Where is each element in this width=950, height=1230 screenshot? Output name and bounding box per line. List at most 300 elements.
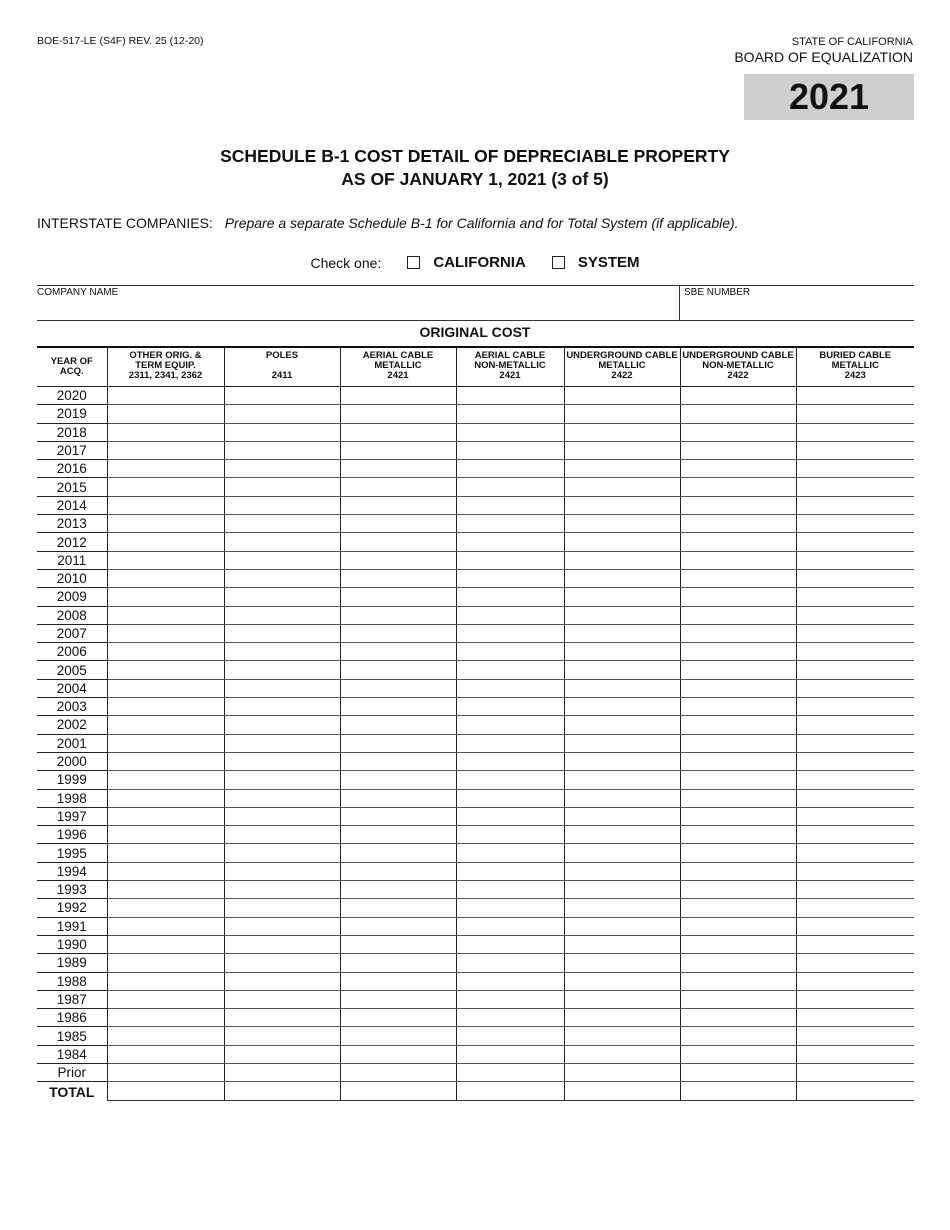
cost-entry-cell-aerial-cable-metallic[interactable] — [340, 881, 456, 899]
cost-entry-cell-underground-cable-metallic[interactable] — [564, 1027, 680, 1045]
cost-entry-cell-buried-cable-metallic[interactable] — [796, 1063, 914, 1081]
cost-entry-cell-underground-cable-non-metallic[interactable] — [680, 972, 796, 990]
cost-entry-cell-buried-cable-metallic[interactable] — [796, 441, 914, 459]
cost-entry-cell-aerial-cable-non-metallic[interactable] — [456, 569, 564, 587]
cost-entry-cell-underground-cable-non-metallic[interactable] — [680, 679, 796, 697]
cost-entry-cell-buried-cable-metallic[interactable] — [796, 734, 914, 752]
cost-entry-cell-buried-cable-metallic[interactable] — [796, 478, 914, 496]
cost-entry-cell-aerial-cable-non-metallic[interactable] — [456, 423, 564, 441]
cost-entry-cell-other-orig-term-equip[interactable] — [107, 496, 224, 514]
cost-entry-cell-underground-cable-metallic[interactable] — [564, 478, 680, 496]
cost-entry-cell-underground-cable-non-metallic[interactable] — [680, 606, 796, 624]
cost-entry-cell-poles[interactable] — [224, 1027, 340, 1045]
cost-entry-cell-underground-cable-metallic[interactable] — [564, 881, 680, 899]
cost-entry-cell-aerial-cable-metallic[interactable] — [340, 478, 456, 496]
cost-entry-cell-underground-cable-non-metallic[interactable] — [680, 460, 796, 478]
cost-entry-cell-aerial-cable-metallic[interactable] — [340, 935, 456, 953]
cost-entry-cell-poles[interactable] — [224, 844, 340, 862]
cost-entry-cell-aerial-cable-metallic[interactable] — [340, 771, 456, 789]
cost-entry-cell-other-orig-term-equip[interactable] — [107, 990, 224, 1008]
cost-entry-cell-aerial-cable-metallic[interactable] — [340, 606, 456, 624]
cost-entry-cell-underground-cable-metallic[interactable] — [564, 917, 680, 935]
cost-entry-cell-underground-cable-metallic[interactable] — [564, 698, 680, 716]
cost-entry-cell-underground-cable-metallic[interactable] — [564, 844, 680, 862]
cost-entry-cell-poles[interactable] — [224, 826, 340, 844]
cost-entry-cell-other-orig-term-equip[interactable] — [107, 789, 224, 807]
cost-entry-cell-underground-cable-non-metallic[interactable] — [680, 899, 796, 917]
cost-entry-cell-underground-cable-metallic[interactable] — [564, 807, 680, 825]
cost-entry-cell-underground-cable-metallic[interactable] — [564, 789, 680, 807]
cost-entry-cell-buried-cable-metallic[interactable] — [796, 551, 914, 569]
cost-entry-cell-other-orig-term-equip[interactable] — [107, 551, 224, 569]
cost-entry-cell-underground-cable-metallic[interactable] — [564, 551, 680, 569]
cost-entry-cell-other-orig-term-equip[interactable] — [107, 1045, 224, 1063]
cost-entry-cell-underground-cable-metallic[interactable] — [564, 679, 680, 697]
cost-entry-cell-poles[interactable] — [224, 881, 340, 899]
cost-entry-cell-aerial-cable-metallic[interactable] — [340, 515, 456, 533]
cost-entry-cell-aerial-cable-metallic[interactable] — [340, 569, 456, 587]
cost-entry-cell-buried-cable-metallic[interactable] — [796, 789, 914, 807]
cost-entry-cell-buried-cable-metallic[interactable] — [796, 496, 914, 514]
cost-entry-cell-underground-cable-metallic[interactable] — [564, 460, 680, 478]
cost-entry-cell-aerial-cable-metallic[interactable] — [340, 1009, 456, 1027]
cost-entry-cell-other-orig-term-equip[interactable] — [107, 1082, 224, 1101]
cost-entry-cell-aerial-cable-non-metallic[interactable] — [456, 588, 564, 606]
year-cell: 1990 — [37, 935, 107, 953]
cost-entry-cell-other-orig-term-equip[interactable] — [107, 661, 224, 679]
cost-entry-cell-buried-cable-metallic[interactable] — [796, 569, 914, 587]
cost-entry-cell-buried-cable-metallic[interactable] — [796, 752, 914, 770]
cost-entry-cell-buried-cable-metallic[interactable] — [796, 1082, 914, 1101]
cost-entry-cell-buried-cable-metallic[interactable] — [796, 515, 914, 533]
cost-entry-cell-underground-cable-non-metallic[interactable] — [680, 1027, 796, 1045]
cost-entry-cell-underground-cable-non-metallic[interactable] — [680, 990, 796, 1008]
cost-entry-cell-other-orig-term-equip[interactable] — [107, 643, 224, 661]
cost-entry-cell-underground-cable-metallic[interactable] — [564, 771, 680, 789]
cost-entry-cell-aerial-cable-metallic[interactable] — [340, 1027, 456, 1045]
cost-entry-cell-underground-cable-metallic[interactable] — [564, 624, 680, 642]
cost-entry-cell-other-orig-term-equip[interactable] — [107, 405, 224, 423]
cost-entry-cell-buried-cable-metallic[interactable] — [796, 606, 914, 624]
cost-entry-cell-aerial-cable-non-metallic[interactable] — [456, 1027, 564, 1045]
cost-entry-cell-aerial-cable-metallic[interactable] — [340, 679, 456, 697]
cost-entry-cell-buried-cable-metallic[interactable] — [796, 387, 914, 405]
cost-entry-cell-aerial-cable-non-metallic[interactable] — [456, 624, 564, 642]
cost-entry-cell-poles[interactable] — [224, 478, 340, 496]
cost-entry-cell-buried-cable-metallic[interactable] — [796, 935, 914, 953]
sbe-number-field[interactable] — [680, 286, 914, 320]
cost-entry-cell-aerial-cable-non-metallic[interactable] — [456, 606, 564, 624]
cost-entry-cell-underground-cable-metallic[interactable] — [564, 1045, 680, 1063]
cost-entry-cell-other-orig-term-equip[interactable] — [107, 588, 224, 606]
cost-entry-cell-aerial-cable-metallic[interactable] — [340, 551, 456, 569]
cost-entry-cell-poles[interactable] — [224, 954, 340, 972]
cost-entry-cell-other-orig-term-equip[interactable] — [107, 624, 224, 642]
cost-entry-cell-underground-cable-metallic[interactable] — [564, 716, 680, 734]
cost-entry-cell-aerial-cable-non-metallic[interactable] — [456, 954, 564, 972]
cost-entry-cell-underground-cable-non-metallic[interactable] — [680, 405, 796, 423]
cost-entry-cell-underground-cable-non-metallic[interactable] — [680, 734, 796, 752]
cost-entry-cell-other-orig-term-equip[interactable] — [107, 771, 224, 789]
cost-entry-cell-aerial-cable-metallic[interactable] — [340, 734, 456, 752]
cost-entry-cell-poles[interactable] — [224, 1082, 340, 1101]
cost-entry-cell-poles[interactable] — [224, 899, 340, 917]
cost-entry-cell-poles[interactable] — [224, 990, 340, 1008]
cost-entry-cell-underground-cable-metallic[interactable] — [564, 515, 680, 533]
cost-entry-cell-aerial-cable-non-metallic[interactable] — [456, 844, 564, 862]
cost-entry-cell-aerial-cable-non-metallic[interactable] — [456, 1009, 564, 1027]
cost-entry-cell-buried-cable-metallic[interactable] — [796, 624, 914, 642]
cost-entry-cell-aerial-cable-metallic[interactable] — [340, 752, 456, 770]
cost-entry-cell-other-orig-term-equip[interactable] — [107, 881, 224, 899]
cost-entry-cell-other-orig-term-equip[interactable] — [107, 515, 224, 533]
cost-entry-cell-underground-cable-non-metallic[interactable] — [680, 1009, 796, 1027]
cost-entry-cell-other-orig-term-equip[interactable] — [107, 1009, 224, 1027]
cost-entry-cell-aerial-cable-non-metallic[interactable] — [456, 441, 564, 459]
cost-entry-cell-poles[interactable] — [224, 679, 340, 697]
cost-entry-cell-aerial-cable-metallic[interactable] — [340, 496, 456, 514]
cost-entry-cell-underground-cable-metallic[interactable] — [564, 935, 680, 953]
cost-entry-cell-poles[interactable] — [224, 515, 340, 533]
cost-entry-cell-aerial-cable-non-metallic[interactable] — [456, 1045, 564, 1063]
cost-entry-cell-aerial-cable-non-metallic[interactable] — [456, 899, 564, 917]
cost-entry-cell-aerial-cable-non-metallic[interactable] — [456, 515, 564, 533]
cost-entry-cell-underground-cable-non-metallic[interactable] — [680, 569, 796, 587]
cost-entry-cell-underground-cable-metallic[interactable] — [564, 441, 680, 459]
cost-entry-cell-aerial-cable-metallic[interactable] — [340, 899, 456, 917]
cost-entry-cell-poles[interactable] — [224, 496, 340, 514]
cost-entry-cell-underground-cable-non-metallic[interactable] — [680, 643, 796, 661]
cost-entry-cell-poles[interactable] — [224, 734, 340, 752]
cost-entry-cell-other-orig-term-equip[interactable] — [107, 862, 224, 880]
column-header-code: 2422 — [727, 370, 749, 381]
cost-entry-cell-aerial-cable-non-metallic[interactable] — [456, 698, 564, 716]
cost-entry-cell-underground-cable-non-metallic[interactable] — [680, 716, 796, 734]
cost-entry-cell-aerial-cable-non-metallic[interactable] — [456, 405, 564, 423]
cost-entry-cell-aerial-cable-non-metallic[interactable] — [456, 1063, 564, 1081]
cost-entry-cell-other-orig-term-equip[interactable] — [107, 826, 224, 844]
cost-entry-cell-buried-cable-metallic[interactable] — [796, 643, 914, 661]
system-checkbox[interactable] — [552, 256, 565, 269]
cost-entry-cell-poles[interactable] — [224, 423, 340, 441]
cost-entry-cell-poles[interactable] — [224, 569, 340, 587]
cost-entry-cell-aerial-cable-non-metallic[interactable] — [456, 460, 564, 478]
cost-entry-cell-buried-cable-metallic[interactable] — [796, 716, 914, 734]
cost-entry-cell-poles[interactable] — [224, 1009, 340, 1027]
cost-entry-cell-poles[interactable] — [224, 917, 340, 935]
cost-entry-cell-underground-cable-non-metallic[interactable] — [680, 917, 796, 935]
cost-entry-cell-aerial-cable-metallic[interactable] — [340, 1063, 456, 1081]
cost-entry-cell-underground-cable-metallic[interactable] — [564, 990, 680, 1008]
cost-entry-cell-aerial-cable-non-metallic[interactable] — [456, 935, 564, 953]
cost-entry-cell-aerial-cable-non-metallic[interactable] — [456, 551, 564, 569]
title-line-2: AS OF JANUARY 1, 2021 (3 of 5) — [341, 169, 609, 189]
cost-entry-cell-buried-cable-metallic[interactable] — [796, 844, 914, 862]
cost-entry-cell-underground-cable-non-metallic[interactable] — [680, 423, 796, 441]
cost-entry-cell-underground-cable-metallic[interactable] — [564, 423, 680, 441]
cost-entry-cell-aerial-cable-metallic[interactable] — [340, 698, 456, 716]
cost-entry-cell-aerial-cable-non-metallic[interactable] — [456, 807, 564, 825]
cost-entry-cell-other-orig-term-equip[interactable] — [107, 844, 224, 862]
cost-entry-cell-buried-cable-metallic[interactable] — [796, 1027, 914, 1045]
cost-entry-cell-poles[interactable] — [224, 716, 340, 734]
cost-entry-cell-buried-cable-metallic[interactable] — [796, 460, 914, 478]
cost-entry-cell-aerial-cable-non-metallic[interactable] — [456, 990, 564, 1008]
cost-entry-cell-aerial-cable-non-metallic[interactable] — [456, 661, 564, 679]
cost-entry-cell-underground-cable-non-metallic[interactable] — [680, 698, 796, 716]
cost-entry-cell-underground-cable-non-metallic[interactable] — [680, 881, 796, 899]
cost-entry-cell-other-orig-term-equip[interactable] — [107, 569, 224, 587]
cost-entry-cell-aerial-cable-metallic[interactable] — [340, 661, 456, 679]
cost-entry-cell-underground-cable-metallic[interactable] — [564, 1009, 680, 1027]
cost-entry-cell-poles[interactable] — [224, 935, 340, 953]
cost-entry-cell-other-orig-term-equip[interactable] — [107, 935, 224, 953]
cost-entry-cell-aerial-cable-non-metallic[interactable] — [456, 387, 564, 405]
cost-entry-cell-underground-cable-non-metallic[interactable] — [680, 844, 796, 862]
cost-entry-cell-aerial-cable-metallic[interactable] — [340, 716, 456, 734]
cost-entry-cell-underground-cable-non-metallic[interactable] — [680, 533, 796, 551]
instructions-note: Prepare a separate Schedule B-1 for California and for Total System (if applicable). — [224, 215, 739, 231]
cost-entry-cell-other-orig-term-equip[interactable] — [107, 460, 224, 478]
cost-entry-cell-buried-cable-metallic[interactable] — [796, 1009, 914, 1027]
company-name-field[interactable] — [37, 286, 680, 320]
cost-entry-cell-poles[interactable] — [224, 606, 340, 624]
cost-entry-cell-aerial-cable-metallic[interactable] — [340, 423, 456, 441]
cost-entry-cell-aerial-cable-metallic[interactable] — [340, 387, 456, 405]
cost-entry-cell-underground-cable-non-metallic[interactable] — [680, 862, 796, 880]
system-option[interactable] — [552, 254, 640, 271]
cost-entry-cell-aerial-cable-non-metallic[interactable] — [456, 478, 564, 496]
california-option[interactable] — [407, 254, 526, 271]
cost-entry-cell-buried-cable-metallic[interactable] — [796, 862, 914, 880]
cost-entry-cell-other-orig-term-equip[interactable] — [107, 606, 224, 624]
cost-entry-cell-underground-cable-non-metallic[interactable] — [680, 1063, 796, 1081]
cost-entry-cell-other-orig-term-equip[interactable] — [107, 679, 224, 697]
cost-entry-cell-other-orig-term-equip[interactable] — [107, 387, 224, 405]
cost-entry-cell-poles[interactable] — [224, 807, 340, 825]
cost-entry-cell-underground-cable-non-metallic[interactable] — [680, 1045, 796, 1063]
cost-entry-cell-underground-cable-non-metallic[interactable] — [680, 496, 796, 514]
cost-entry-cell-aerial-cable-metallic[interactable] — [340, 441, 456, 459]
cost-entry-cell-buried-cable-metallic[interactable] — [796, 826, 914, 844]
cost-entry-cell-underground-cable-metallic[interactable] — [564, 606, 680, 624]
cost-entry-cell-aerial-cable-metallic[interactable] — [340, 1045, 456, 1063]
cost-entry-cell-other-orig-term-equip[interactable] — [107, 1063, 224, 1081]
cost-entry-cell-aerial-cable-metallic[interactable] — [340, 405, 456, 423]
cost-entry-cell-other-orig-term-equip[interactable] — [107, 954, 224, 972]
cost-entry-cell-aerial-cable-metallic[interactable] — [340, 533, 456, 551]
cost-entry-cell-aerial-cable-non-metallic[interactable] — [456, 771, 564, 789]
cost-entry-cell-aerial-cable-metallic[interactable] — [340, 826, 456, 844]
cost-entry-cell-aerial-cable-metallic[interactable] — [340, 972, 456, 990]
cost-entry-cell-poles[interactable] — [224, 624, 340, 642]
cost-entry-cell-underground-cable-non-metallic[interactable] — [680, 551, 796, 569]
year-cell: Prior — [37, 1063, 107, 1081]
column-header-other-orig-term-equip — [107, 347, 224, 387]
cost-entry-cell-aerial-cable-non-metallic[interactable] — [456, 679, 564, 697]
cost-entry-cell-aerial-cable-non-metallic[interactable] — [456, 881, 564, 899]
cost-entry-cell-buried-cable-metallic[interactable] — [796, 1045, 914, 1063]
cost-entry-cell-aerial-cable-non-metallic[interactable] — [456, 533, 564, 551]
cost-entry-cell-underground-cable-non-metallic[interactable] — [680, 752, 796, 770]
cost-entry-cell-underground-cable-non-metallic[interactable] — [680, 478, 796, 496]
year-cell: 2009 — [37, 588, 107, 606]
cost-entry-cell-other-orig-term-equip[interactable] — [107, 1027, 224, 1045]
cost-entry-cell-underground-cable-metallic[interactable] — [564, 826, 680, 844]
cost-entry-cell-underground-cable-metallic[interactable] — [564, 588, 680, 606]
cost-entry-cell-buried-cable-metallic[interactable] — [796, 679, 914, 697]
cost-entry-cell-underground-cable-metallic[interactable] — [564, 496, 680, 514]
cost-entry-cell-other-orig-term-equip[interactable] — [107, 698, 224, 716]
cost-entry-cell-buried-cable-metallic[interactable] — [796, 954, 914, 972]
cost-entry-cell-aerial-cable-non-metallic[interactable] — [456, 734, 564, 752]
column-header-code: 2311, 2341, 2362 — [128, 370, 203, 381]
cost-entry-cell-aerial-cable-metallic[interactable] — [340, 460, 456, 478]
cost-entry-cell-buried-cable-metallic[interactable] — [796, 899, 914, 917]
cost-entry-cell-underground-cable-metallic[interactable] — [564, 661, 680, 679]
cost-entry-cell-aerial-cable-non-metallic[interactable] — [456, 862, 564, 880]
cost-entry-cell-underground-cable-non-metallic[interactable] — [680, 826, 796, 844]
cost-entry-cell-aerial-cable-metallic[interactable] — [340, 789, 456, 807]
table-row — [37, 679, 914, 697]
cost-entry-cell-poles[interactable] — [224, 533, 340, 551]
cost-entry-cell-aerial-cable-non-metallic[interactable] — [456, 496, 564, 514]
cost-entry-cell-buried-cable-metallic[interactable] — [796, 771, 914, 789]
cost-entry-cell-aerial-cable-non-metallic[interactable] — [456, 752, 564, 770]
cost-entry-cell-other-orig-term-equip[interactable] — [107, 533, 224, 551]
cost-entry-cell-aerial-cable-metallic[interactable] — [340, 917, 456, 935]
cost-entry-cell-underground-cable-non-metallic[interactable] — [680, 661, 796, 679]
year-cell: 1986 — [37, 1009, 107, 1027]
cost-entry-cell-underground-cable-non-metallic[interactable] — [680, 771, 796, 789]
cost-entry-cell-other-orig-term-equip[interactable] — [107, 917, 224, 935]
cost-entry-cell-underground-cable-non-metallic[interactable] — [680, 935, 796, 953]
cost-entry-cell-poles[interactable] — [224, 551, 340, 569]
cost-entry-cell-buried-cable-metallic[interactable] — [796, 990, 914, 1008]
cost-entry-cell-underground-cable-non-metallic[interactable] — [680, 588, 796, 606]
cost-entry-cell-buried-cable-metallic[interactable] — [796, 972, 914, 990]
cost-entry-cell-aerial-cable-non-metallic[interactable] — [456, 917, 564, 935]
cost-entry-cell-poles[interactable] — [224, 789, 340, 807]
cost-entry-cell-buried-cable-metallic[interactable] — [796, 533, 914, 551]
cost-entry-cell-poles[interactable] — [224, 698, 340, 716]
cost-entry-cell-poles[interactable] — [224, 387, 340, 405]
cost-entry-cell-underground-cable-metallic[interactable] — [564, 533, 680, 551]
table-row — [37, 771, 914, 789]
cost-entry-cell-underground-cable-non-metallic[interactable] — [680, 441, 796, 459]
cost-entry-cell-underground-cable-non-metallic[interactable] — [680, 1082, 796, 1101]
cost-entry-cell-underground-cable-metallic[interactable] — [564, 1063, 680, 1081]
cost-entry-cell-underground-cable-metallic[interactable] — [564, 752, 680, 770]
cost-entry-cell-aerial-cable-metallic[interactable] — [340, 844, 456, 862]
cost-entry-cell-poles[interactable] — [224, 441, 340, 459]
year-cell: 1994 — [37, 862, 107, 880]
cost-entry-cell-poles[interactable] — [224, 752, 340, 770]
cost-entry-cell-aerial-cable-metallic[interactable] — [340, 954, 456, 972]
cost-entry-cell-aerial-cable-metallic[interactable] — [340, 624, 456, 642]
cost-entry-cell-other-orig-term-equip[interactable] — [107, 752, 224, 770]
cost-entry-cell-other-orig-term-equip[interactable] — [107, 972, 224, 990]
cost-entry-cell-other-orig-term-equip[interactable] — [107, 899, 224, 917]
year-cell: 2007 — [37, 624, 107, 642]
cost-entry-cell-aerial-cable-metallic[interactable] — [340, 807, 456, 825]
cost-entry-cell-aerial-cable-non-metallic[interactable] — [456, 643, 564, 661]
cost-entry-cell-buried-cable-metallic[interactable] — [796, 917, 914, 935]
cost-entry-cell-underground-cable-metallic[interactable] — [564, 899, 680, 917]
cost-entry-cell-aerial-cable-metallic[interactable] — [340, 588, 456, 606]
cost-entry-cell-poles[interactable] — [224, 1063, 340, 1081]
cost-entry-cell-underground-cable-non-metallic[interactable] — [680, 624, 796, 642]
cost-entry-cell-underground-cable-metallic[interactable] — [564, 954, 680, 972]
cost-entry-cell-aerial-cable-metallic[interactable] — [340, 643, 456, 661]
cost-entry-cell-underground-cable-non-metallic[interactable] — [680, 789, 796, 807]
california-checkbox[interactable] — [407, 256, 420, 269]
cost-entry-cell-buried-cable-metallic[interactable] — [796, 423, 914, 441]
cost-entry-cell-underground-cable-metallic[interactable] — [564, 862, 680, 880]
cost-entry-cell-underground-cable-non-metallic[interactable] — [680, 515, 796, 533]
cost-entry-cell-aerial-cable-non-metallic[interactable] — [456, 972, 564, 990]
cost-entry-cell-aerial-cable-metallic[interactable] — [340, 862, 456, 880]
table-row — [37, 1009, 914, 1027]
cost-entry-cell-poles[interactable] — [224, 405, 340, 423]
cost-entry-cell-underground-cable-metallic[interactable] — [564, 569, 680, 587]
cost-entry-cell-underground-cable-non-metallic[interactable] — [680, 954, 796, 972]
cost-entry-cell-aerial-cable-metallic[interactable] — [340, 1082, 456, 1101]
table-row — [37, 844, 914, 862]
cost-entry-cell-underground-cable-non-metallic[interactable] — [680, 807, 796, 825]
cost-entry-cell-underground-cable-non-metallic[interactable] — [680, 387, 796, 405]
cost-entry-cell-poles[interactable] — [224, 460, 340, 478]
cost-entry-cell-underground-cable-metallic[interactable] — [564, 405, 680, 423]
cost-entry-cell-buried-cable-metallic[interactable] — [796, 807, 914, 825]
cost-entry-cell-poles[interactable] — [224, 1045, 340, 1063]
cost-entry-cell-other-orig-term-equip[interactable] — [107, 716, 224, 734]
cost-entry-cell-poles[interactable] — [224, 643, 340, 661]
column-header-line: METALLIC — [831, 360, 879, 371]
cost-entry-cell-poles[interactable] — [224, 972, 340, 990]
cost-entry-cell-underground-cable-metallic[interactable] — [564, 387, 680, 405]
cost-entry-cell-poles[interactable] — [224, 661, 340, 679]
column-header-line: POLES — [265, 350, 299, 361]
cost-entry-cell-underground-cable-metallic[interactable] — [564, 734, 680, 752]
cost-entry-cell-aerial-cable-non-metallic[interactable] — [456, 716, 564, 734]
cost-entry-cell-other-orig-term-equip[interactable] — [107, 807, 224, 825]
table-row — [37, 862, 914, 880]
cost-entry-cell-other-orig-term-equip[interactable] — [107, 478, 224, 496]
cost-entry-cell-aerial-cable-non-metallic[interactable] — [456, 789, 564, 807]
cost-entry-cell-aerial-cable-non-metallic[interactable] — [456, 1082, 564, 1101]
cost-entry-cell-underground-cable-metallic[interactable] — [564, 1082, 680, 1101]
cost-entry-cell-other-orig-term-equip[interactable] — [107, 423, 224, 441]
cost-entry-cell-buried-cable-metallic[interactable] — [796, 588, 914, 606]
cost-entry-cell-underground-cable-metallic[interactable] — [564, 972, 680, 990]
cost-entry-cell-buried-cable-metallic[interactable] — [796, 405, 914, 423]
cost-entry-cell-aerial-cable-non-metallic[interactable] — [456, 826, 564, 844]
cost-entry-cell-buried-cable-metallic[interactable] — [796, 698, 914, 716]
cost-entry-cell-poles[interactable] — [224, 771, 340, 789]
column-header-underground-cable-non-metallic — [680, 347, 796, 387]
column-header-line: OTHER ORIG. & — [129, 350, 202, 361]
cost-entry-cell-other-orig-term-equip[interactable] — [107, 441, 224, 459]
cost-entry-cell-underground-cable-metallic[interactable] — [564, 643, 680, 661]
cost-entry-cell-aerial-cable-metallic[interactable] — [340, 990, 456, 1008]
cost-entry-cell-other-orig-term-equip[interactable] — [107, 734, 224, 752]
instructions-lead: INTERSTATE COMPANIES: — [37, 215, 213, 231]
cost-entry-cell-buried-cable-metallic[interactable] — [796, 881, 914, 899]
cost-entry-cell-poles[interactable] — [224, 862, 340, 880]
cost-entry-cell-poles[interactable] — [224, 588, 340, 606]
cost-entry-cell-buried-cable-metallic[interactable] — [796, 661, 914, 679]
